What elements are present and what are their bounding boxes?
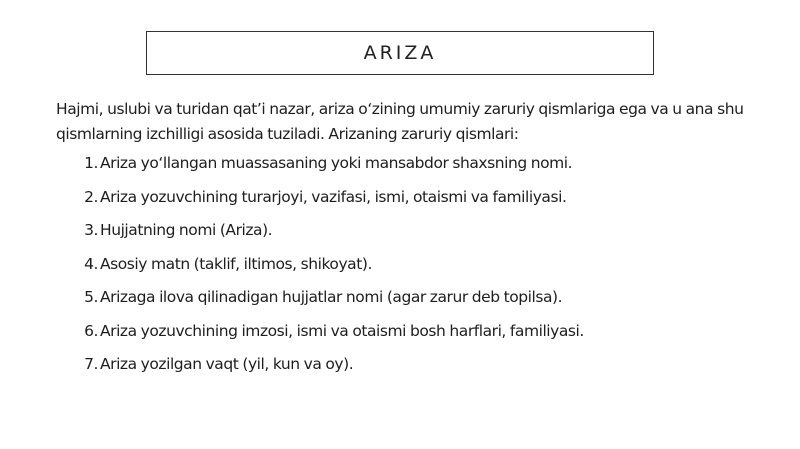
list-item xyxy=(72,153,584,187)
list-item-text: Ariza yo‘llangan muassasaning yoki mansabdor shaxsning nomi. xyxy=(100,154,573,172)
list-item-number: 1. xyxy=(84,154,98,172)
list-item-text: Asosiy matn (taklif, iltimos, shikoyat). xyxy=(100,254,372,273)
list-item xyxy=(72,287,584,321)
list-item-number: 6. xyxy=(84,321,98,340)
list-item xyxy=(72,254,584,288)
slide-title: ARIZA xyxy=(363,42,437,64)
list-item-number: 7. xyxy=(84,355,98,373)
list-item-text: Ariza yozuvchining imzosi, ismi va otaismi bosh harflari, familiyasi. xyxy=(100,321,584,340)
list-item xyxy=(72,220,584,254)
list-item xyxy=(72,321,584,355)
list-item xyxy=(72,354,584,388)
list-item-text: Arizaga ilova qilinadigan hujjatlar nomi (agar zarur deb topilsa). xyxy=(100,288,563,306)
requirements-list xyxy=(72,153,584,388)
list-item-number: 4. xyxy=(84,254,98,273)
list-item-number: 2. xyxy=(84,187,98,206)
intro-paragraph: Hajmi, uslubi va turidan qat’i nazar, ariza o‘zining umumiy zaruriy qismlariga ega va u ana shu qismlarning izchilligi asosida tuziladi. Arizaning zaruriy qismlari: xyxy=(56,100,744,143)
list-item-number: 5. xyxy=(84,288,98,306)
list-item-number: 3. xyxy=(84,221,98,239)
list-item-text: Ariza yozuvchining turarjoyi, vazifasi, ismi, otaismi va familiyasi. xyxy=(100,187,567,206)
list-item xyxy=(72,187,584,221)
title-box xyxy=(146,31,654,75)
list-item-text: Ariza yozilgan vaqt (yil, kun va oy). xyxy=(100,355,354,373)
list-item-text: Hujjatning nomi (Ariza). xyxy=(100,221,273,239)
